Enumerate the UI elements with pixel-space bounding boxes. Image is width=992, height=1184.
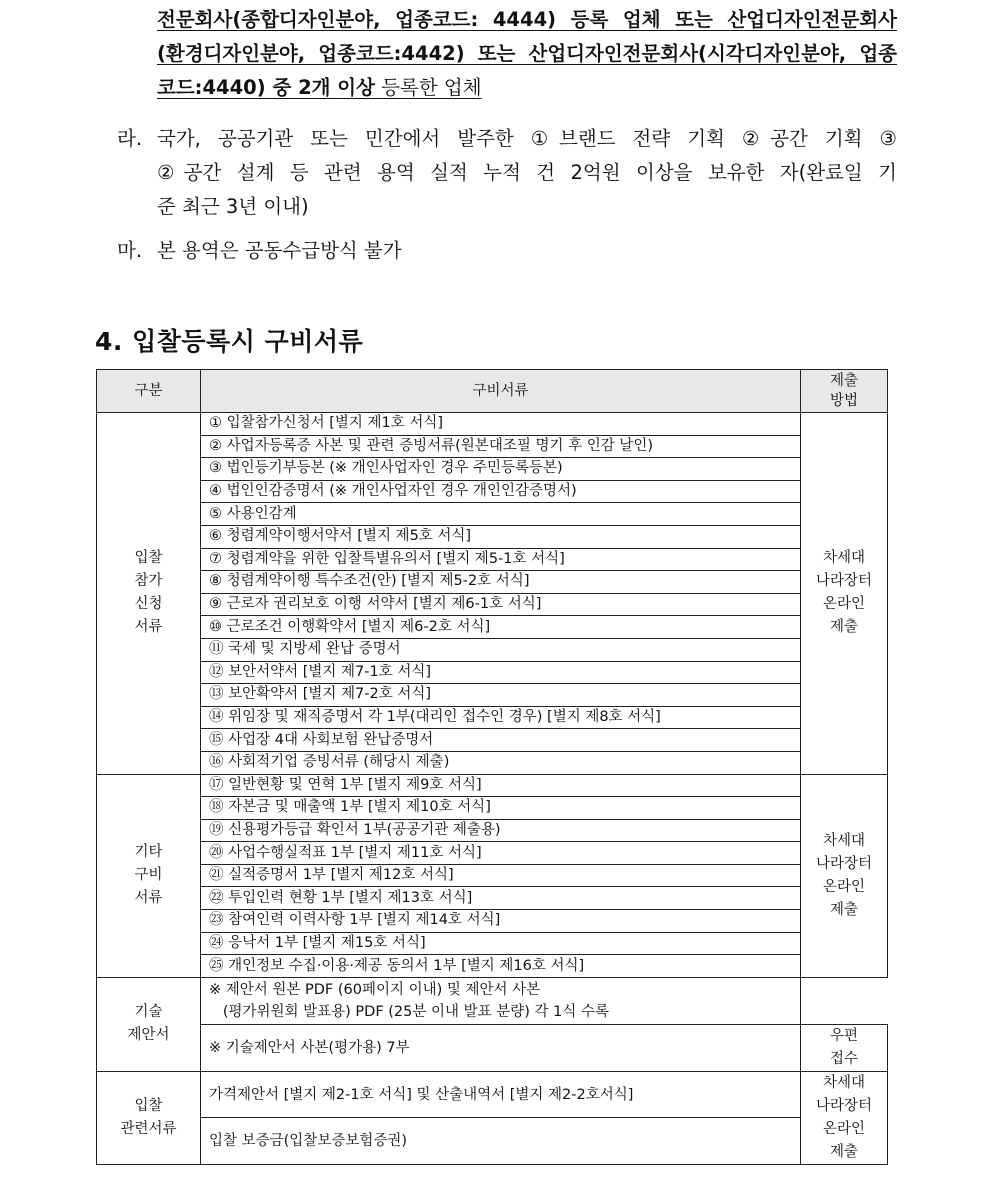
document-item: 입찰 보증금(입찰보증보험증권) <box>201 1118 801 1165</box>
stack-line: 구비 <box>134 867 163 884</box>
table-row <box>97 774 888 797</box>
document-item: ⑯ 사회적기업 증빙서류 (해당시 제출) <box>201 751 801 774</box>
table-row <box>97 616 888 639</box>
stack-line: 차세대 <box>822 832 866 849</box>
stack-line: 온라인 <box>822 1120 866 1137</box>
document-item: ⑩ 근로조건 이행확약서 [별지 제6-2호 서식] <box>201 616 801 639</box>
item-ma <box>117 234 897 268</box>
document-item: ② 사업자등록증 사본 및 관련 증빙서류(원본대조필 명기 후 인감 날인) <box>201 435 801 458</box>
item-ma-text: 본 용역은 공동수급방식 불가 <box>157 239 402 262</box>
table-row <box>97 684 888 707</box>
table-row <box>97 706 888 729</box>
document-item: ⑱ 자본금 및 매출액 1부 [별지 제10호 서식] <box>201 797 801 820</box>
stack-line: 서류 <box>134 890 163 907</box>
category-bid-application <box>97 413 201 775</box>
document-item: ㉔ 응낙서 1부 [별지 제15호 서식] <box>201 932 801 955</box>
table-row <box>97 638 888 661</box>
method-online-2 <box>801 774 888 977</box>
table-row <box>97 842 888 865</box>
category-other-docs <box>97 774 201 977</box>
table-row <box>97 887 888 910</box>
document-item: ⑨ 근로자 권리보호 이행 서약서 [별지 제6-1호 서식] <box>201 593 801 616</box>
table-row <box>97 503 888 526</box>
document-item: ※ 기술제안서 사본(평가용) 7부 <box>201 1024 801 1071</box>
document-item: ⑫ 보안서약서 [별지 제7-1호 서식] <box>201 661 801 684</box>
stack-line: 나라장터 <box>815 573 873 590</box>
table-row <box>97 797 888 820</box>
table-row <box>97 977 888 1024</box>
document-item: ① 입찰참가신청서 [별지 제1호 서식] <box>201 413 801 436</box>
item-ma-marker: 마. <box>117 239 143 262</box>
document-item: ⑦ 청렴계약을 위한 입찰특별유의서 [별지 제5-1호 서식] <box>201 548 801 571</box>
table-row <box>97 955 888 978</box>
header-documents: 구비서류 <box>201 370 801 413</box>
header-category: 구분 <box>97 370 201 413</box>
table-header-row <box>97 370 888 413</box>
stack-line: 제출 <box>829 1143 858 1160</box>
stack-line: 기술 <box>134 1004 163 1021</box>
document-item: ㉒ 투입인력 현황 1부 [별지 제13호 서식] <box>201 887 801 910</box>
document-item: ㉑ 실적증명서 1부 [별지 제12호 서식] <box>201 864 801 887</box>
table-row <box>97 593 888 616</box>
document-item: ⑳ 사업수행실적표 1부 [별지 제11호 서식] <box>201 842 801 865</box>
table-row <box>97 480 888 503</box>
stack-line: 온라인 <box>822 878 866 895</box>
table-row <box>97 571 888 594</box>
section-title: 4. 입찰등록시 구비서류 <box>95 327 364 356</box>
item-ra-line-3: 준 최근 3년 이내) <box>157 195 309 218</box>
document-item: ⑲ 신용평가등급 확인서 1부(공공기관 제출용) <box>201 819 801 842</box>
table-row <box>97 525 888 548</box>
document-item: ⑰ 일반현황 및 연혁 1부 [별지 제9호 서식] <box>201 774 801 797</box>
header-method: 제출 방법 <box>801 370 888 413</box>
table-row <box>97 1071 888 1118</box>
table-row <box>97 932 888 955</box>
table-row <box>97 661 888 684</box>
stack-line: 나라장터 <box>815 855 873 872</box>
item-ra-line-1: 국가, 공공기관 또는 민간에서 발주한 ①브랜드 전략 기획 ②공간 기획 ③ <box>157 127 897 150</box>
category-bid-related <box>97 1071 201 1164</box>
document-item: ⑧ 청렴계약이행 특수조건(안) [별지 제5-2호 서식] <box>201 571 801 594</box>
table-row <box>97 458 888 481</box>
stack-line: 접수 <box>829 1050 858 1067</box>
stack-line: 관련서류 <box>120 1120 177 1137</box>
document-item: ⑤ 사용인감계 <box>201 503 801 526</box>
document-item: ④ 법인인감증명서 (※ 개인사업자인 경우 개인인감증명서) <box>201 480 801 503</box>
table-row <box>97 819 888 842</box>
eligibility-line-1: 전문회사(종합디자인분야, 업종코드: 4444) 등록 업체 또는 산업디자인전문회사 <box>157 8 897 31</box>
stack-line: 신청 <box>134 596 163 613</box>
stack-line: 우편 <box>829 1027 858 1044</box>
stack-line: 제출 <box>829 901 858 918</box>
eligibility-line-2: (환경디자인분야, 업종코드:4442) 또는 산업디자인전문회사(시각디자인분야, 업종 <box>157 42 897 65</box>
document-item: ⑪ 국세 및 지방세 완납 증명서 <box>201 638 801 661</box>
stack-line: 나라장터 <box>815 1097 873 1114</box>
table-row <box>97 413 888 436</box>
table-row <box>97 435 888 458</box>
eligibility-line-3: 코드:4440) 중 2개 이상 등록한 업체 <box>157 76 482 99</box>
document-item: 가격제안서 [별지 제2-1호 서식] 및 산출내역서 [별지 제2-2호서식] <box>201 1071 801 1118</box>
stack-line: 온라인 <box>822 596 866 613</box>
table-row <box>97 548 888 571</box>
document-item: ⑥ 청렴계약이행서약서 [별지 제5호 서식] <box>201 525 801 548</box>
document-item: ③ 법인등기부등본 (※ 개인사업자인 경우 주민등록등본) <box>201 458 801 481</box>
stack-line: 입찰 <box>134 1097 163 1114</box>
table-row <box>97 1024 888 1071</box>
stack-line: 서류 <box>134 619 163 636</box>
method-online-1 <box>801 413 888 775</box>
table-row <box>97 729 888 752</box>
table-row <box>97 1118 888 1165</box>
document-item: ㉕ 개인정보 수집·이용·제공 동의서 1부 [별지 제16호 서식] <box>201 955 801 978</box>
document-item: ㉓ 참여인력 이력사항 1부 [별지 제14호 서식] <box>201 910 801 933</box>
table-row <box>97 751 888 774</box>
item-ra <box>117 122 897 224</box>
method-online-3 <box>801 1071 888 1164</box>
category-tech-proposal <box>97 977 201 1071</box>
document-item: ⑮ 사업장 4대 사회보험 완납증명서 <box>201 729 801 752</box>
stack-line: 제출 <box>829 619 858 636</box>
table-row <box>97 864 888 887</box>
eligibility-paragraph <box>157 3 897 105</box>
document-item: ※ 제안서 원본 PDF (60페이지 이내) 및 제안서 사본 (평가위원회 발표용) PDF (25분 이내 발표 분량) 각 1식 수록 <box>201 977 801 1024</box>
stack-line: 제안서 <box>127 1027 170 1044</box>
document-item: ⑬ 보안확약서 [별지 제7-2호 서식] <box>201 684 801 707</box>
table-row <box>97 910 888 933</box>
stack-line: 차세대 <box>822 1074 866 1091</box>
required-documents-table <box>96 369 888 1165</box>
stack-line: 기타 <box>134 844 163 861</box>
stack-line: 차세대 <box>822 550 866 567</box>
method-mail <box>801 1024 888 1071</box>
stack-line: 입찰 <box>134 550 163 567</box>
item-ra-line-2: ②공간 설계 등 관련 용역 실적 누적 건 2억원 이상을 보유한 자(완료일 기 <box>157 161 897 184</box>
document-item: ⑭ 위임장 및 재직증명서 각 1부(대리인 접수인 경우) [별지 제8호 서식] <box>201 706 801 729</box>
item-ra-marker: 라. <box>117 127 143 150</box>
stack-line: 참가 <box>134 573 163 590</box>
